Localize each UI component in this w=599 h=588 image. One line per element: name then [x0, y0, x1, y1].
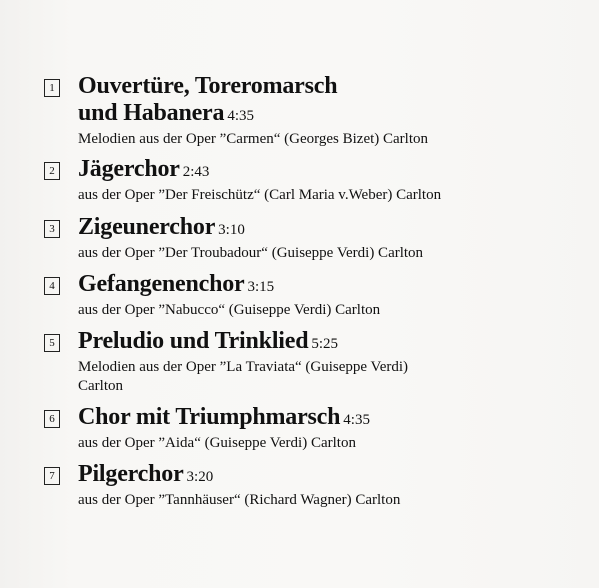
track-duration: 3:20: [186, 469, 214, 485]
track-title-continued: [78, 100, 578, 130]
track-duration: 4:35: [343, 412, 370, 428]
track-title-row: [78, 214, 578, 244]
track-text: [78, 328, 578, 396]
track-description: aus der Oper ”Der Troubadour“ (Guiseppe Verdi) Carlton: [78, 245, 424, 261]
track-title-row: [78, 461, 578, 491]
track-description: aus der Oper ”Der Freischütz“ (Carl Maria v.Weber) Carlton: [78, 187, 442, 203]
track-description: Melodien aus der Oper ”Carmen“ (Georges Bizet) Carlton: [78, 131, 429, 147]
track-title: Zigeunerchor: [78, 214, 216, 240]
track-title: Gefangenenchor: [78, 271, 245, 297]
track-description: Melodien aus der Oper ”La Traviata“ (Guiseppe Verdi): [78, 359, 409, 375]
track-duration: 4:35: [227, 108, 254, 124]
track-text: [78, 73, 578, 149]
track-duration: 3:10: [218, 222, 245, 238]
track-number: 4: [44, 277, 60, 295]
track-title: Chor mit Triumphmarsch: [78, 404, 341, 430]
track-title: Preludio und Trinklied: [78, 328, 309, 354]
track-description: aus der Oper ”Aida“ (Guiseppe Verdi) Carlton: [78, 435, 356, 451]
track-duration: 3:15: [247, 279, 275, 295]
track-text: [78, 404, 578, 453]
track-number: 1: [44, 79, 60, 97]
track-duration: 5:25: [311, 336, 339, 352]
track-number: 3: [44, 220, 60, 238]
track-text: [78, 271, 578, 320]
track-description-continued: Carlton: [78, 378, 123, 394]
track-title: Ouvertüre, Toreromarsch: [78, 73, 338, 99]
track-text: [78, 461, 578, 510]
track-title-row: [78, 271, 578, 301]
track-text: [78, 214, 578, 263]
track-title-row: [78, 404, 578, 434]
track-text: [78, 156, 578, 205]
track-description: aus der Oper ”Nabucco“ (Guiseppe Verdi) Carlton: [78, 302, 381, 318]
track-number: 5: [44, 334, 60, 352]
track-number: 6: [44, 410, 60, 428]
track-title-part: und Habanera: [78, 100, 225, 126]
track-title: Jägerchor: [78, 156, 180, 182]
track-title: Pilgerchor: [78, 461, 184, 487]
track-description: aus der Oper ”Tannhäuser“ (Richard Wagner) Carlton: [78, 492, 401, 508]
track-title-row: [78, 328, 578, 358]
track-number: 2: [44, 162, 60, 180]
track-title-row: [78, 156, 578, 186]
track-duration: 2:43: [182, 164, 210, 180]
track-number: 7: [44, 467, 60, 485]
